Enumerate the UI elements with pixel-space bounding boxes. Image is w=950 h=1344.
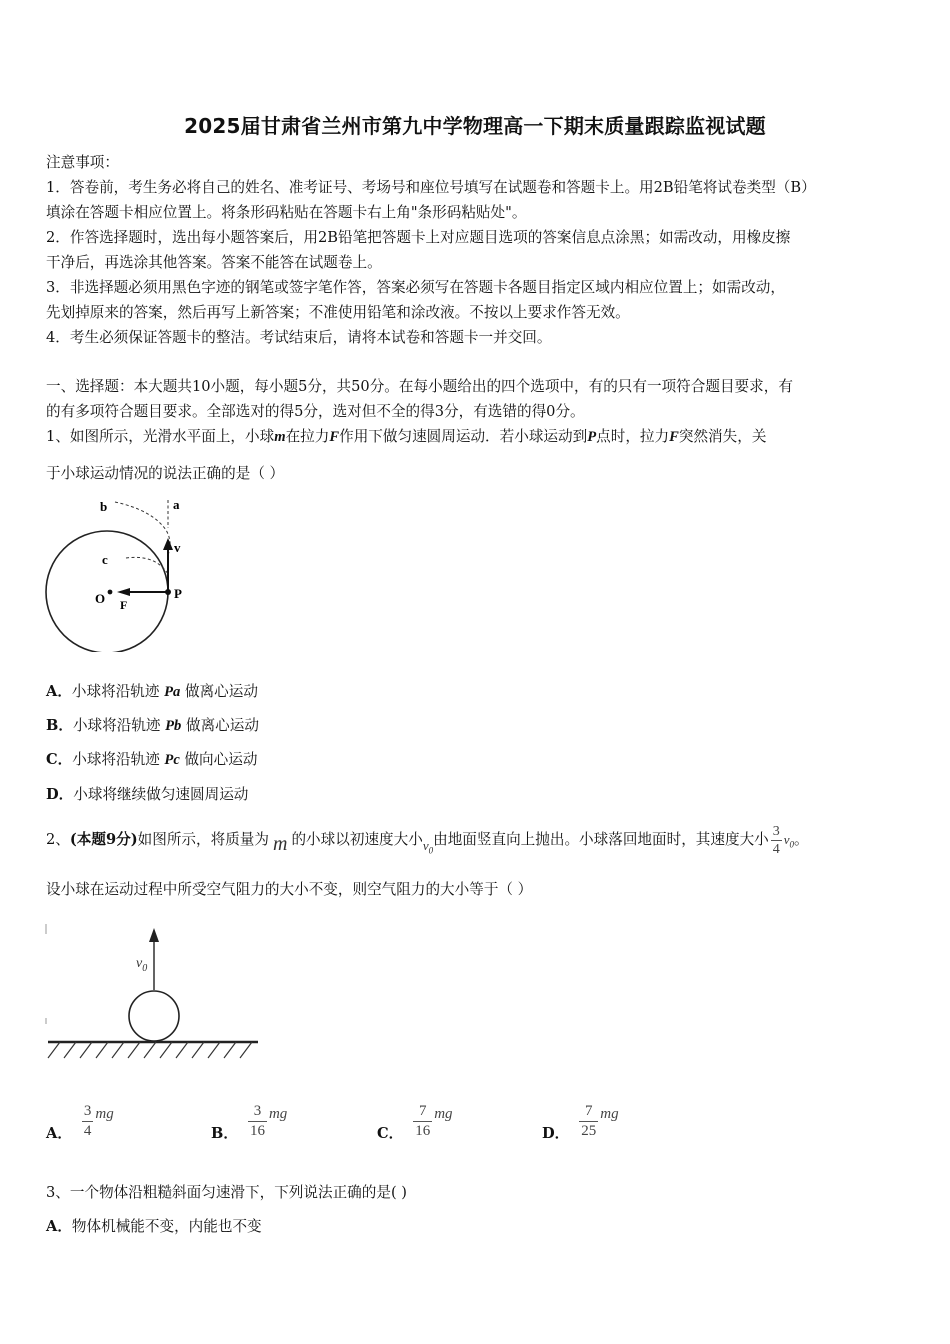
section1-line-2: 的有多项符合题目要求。全部选对的得5分，选对但不全的得3分，有选错的得0分。 xyxy=(46,403,585,420)
center-point xyxy=(108,590,113,595)
page-title: 2025届甘肃省兰州市第九中学物理高一下期末质量跟踪监视试题 xyxy=(184,114,766,138)
q2-ball-diagram xyxy=(40,920,270,1070)
q2-option-c[interactable]: C． $\frac{7}{16}$ mg xyxy=(377,1102,453,1142)
q2-option-a[interactable]: A． $\frac{3}{4}$ mg xyxy=(46,1102,114,1142)
q1-option-d[interactable]: D．小球将继续做匀速圆周运动 xyxy=(46,786,249,803)
notice-heading: 注意事项： xyxy=(46,154,119,171)
label-p: P xyxy=(174,586,182,601)
q3-stem: 3、一个物体沿粗糙斜面匀速滑下，下列说法正确的是( ) xyxy=(46,1184,407,1201)
notice-line-1: 1．答卷前，考生务必将自己的姓名、准考证号、考场号和座位号填写在试题卷和答题卡上。用2B铅笔将试卷类型（B） xyxy=(46,179,816,196)
label-o: O xyxy=(95,591,106,606)
trajectory-pb xyxy=(115,502,170,555)
label-f: F xyxy=(120,598,128,612)
velocity-arrowhead xyxy=(149,928,159,942)
velocity-arrowhead xyxy=(163,538,173,550)
notice-line-6: 先划掉原来的答案，然后再写上新答案；不准使用铅笔和涂改液。不按以上要求作答无效。 xyxy=(46,304,630,321)
label-c: c xyxy=(102,552,108,567)
notice-line-7: 4．考生必须保证答题卡的整洁。考试结束后，请将本试卷和答题卡一并交回。 xyxy=(46,329,552,346)
q1-stem-line-1: 1、如图所示，光滑水平面上，小球m在拉力F作用下做匀速圆周运动．若小球运动到P点时，拉力F突然消失，关 xyxy=(46,428,767,445)
ball-p xyxy=(165,589,171,595)
ground-hatching xyxy=(48,1042,252,1058)
var-m: m xyxy=(273,833,288,855)
q1-stem-line-2: 于小球运动情况的说法正确的是（ ） xyxy=(46,465,285,482)
q2-option-b[interactable]: B． $\frac{3}{16}$ mg xyxy=(211,1102,288,1142)
ball xyxy=(129,991,179,1041)
label-a: a xyxy=(173,497,180,512)
notice-line-3: 2．作答选择题时，选出每小题答案后，用2B铅笔把答题卡上对应题目选项的答案信息点涂黑；如需改动，用橡皮擦 xyxy=(46,229,791,246)
q1-option-c[interactable]: C．小球将沿轨迹 Pc 做向心运动 xyxy=(46,751,258,768)
section1-line-1: 一、选择题：本大题共10小题，每小题5分，共50分。在每小题给出的四个选项中，有的只有一项符合题目要求，有 xyxy=(46,378,793,395)
q2-stem-line-2: 设小球在运动过程中所受空气阻力的大小不变，则空气阻力的大小等于（ ） xyxy=(46,881,533,898)
q2-option-d[interactable]: D． $\frac{7}{25}$ mg xyxy=(542,1102,619,1142)
label-v: v xyxy=(174,540,181,555)
q2-stem-line-1: 2、(本题9分)如图所示，将质量为 m 的小球以初速度大小$v_0$由地面竖直向上抛出。小球落回地面时，其速度大小 $\frac{3}{4}$ $v_0$。 xyxy=(46,823,809,857)
q1-option-b[interactable]: B．小球将沿轨迹 Pb 做离心运动 xyxy=(46,717,259,734)
notice-line-2: 填涂在答题卡相应位置上。将条形码粘贴在答题卡右上角"条形码粘贴处"。 xyxy=(46,204,527,221)
var-m: m xyxy=(274,429,286,445)
q1-circle-diagram xyxy=(40,492,200,652)
notice-line-4: 干净后，再选涂其他答案。答案不能答在试题卷上。 xyxy=(46,254,382,271)
force-arrowhead xyxy=(117,588,130,596)
label-v0: $v_0$ xyxy=(136,956,148,974)
label-b: b xyxy=(100,499,108,514)
q3-option-a[interactable]: A．物体机械能不变，内能也不变 xyxy=(46,1218,262,1235)
notice-line-5: 3．非选择题必须用黑色字迹的钢笔或签字笔作答，答案必须写在答题卡各题目指定区域内相应位置上；如需改动， xyxy=(46,279,785,296)
q1-option-a[interactable]: A．小球将沿轨迹 Pa 做离心运动 xyxy=(46,683,258,700)
